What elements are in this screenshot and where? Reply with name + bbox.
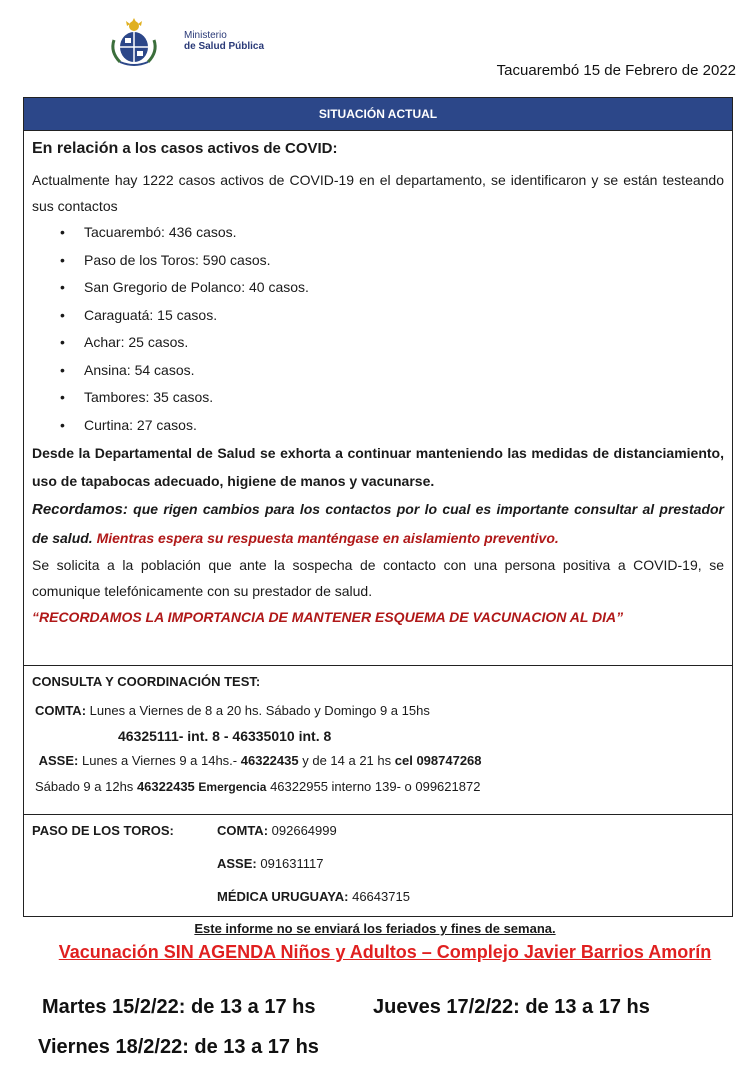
paso-medica-label: MÉDICA URUGUAYA: (217, 889, 349, 904)
exhort-paragraph: Desde la Departamental de Salud se exhorta a continuar manteniendo las medidas de distanciamiento, uso de tapabocas adecuado, higiene de manos y vacunarse. (32, 445, 724, 489)
covid-heading (32, 140, 724, 158)
covid-heading-lead: En relación (32, 140, 119, 157)
paso-comta-row (217, 823, 410, 856)
cases-list (60, 219, 724, 439)
asse-hours-b: y de 14 a 21 hs (302, 753, 392, 768)
ministry-line-1: Ministerio (184, 30, 227, 41)
ministry-line-2: de Salud Pública (184, 41, 265, 52)
saturday-line (32, 774, 724, 800)
emergency-text: 46322955 interno 139- o 099621872 (270, 779, 481, 794)
asse-phone-a: 46322435 (240, 753, 299, 768)
paso-section (24, 815, 732, 916)
case-item-caraguata: • Caraguatá: 15 casos. (60, 302, 724, 330)
paso-comta-label: COMTA: (217, 823, 269, 838)
schedule-thursday: Jueves 17/2/22: de 13 a 17 hs (373, 996, 650, 1018)
case-item-ansina: • Ansina: 54 casos. (60, 357, 724, 385)
paso-contacts (217, 823, 410, 922)
coat-of-arms-logo (106, 18, 162, 68)
situation-banner: SITUACIÓN ACTUAL (24, 98, 732, 131)
holiday-notice: Este informe no se enviará los feriados y fines de semana. (194, 921, 556, 936)
report-date: Tacuarembó 15 de Febrero de 2022 (496, 62, 736, 79)
paso-medica-phone: 46643715 (352, 889, 410, 904)
report-box (23, 97, 733, 917)
comta-phones: 46325111- int. 8 - 46335010 int. 8 (118, 728, 332, 744)
schedule-friday: Viernes 18/2/22: de 13 a 17 hs (38, 1036, 319, 1058)
saturday-hours: Sábado 9 a 12hs (35, 779, 134, 794)
covid-intro: Actualmente hay 1222 casos activos de COVID-19 en el departamento, se identificaron y se están testeando sus contactos (32, 172, 724, 214)
asse-hours-a: Lunes a Viernes 9 a 14hs.- (81, 753, 238, 768)
case-item-achar: • Achar: 25 casos. (60, 329, 724, 357)
schedule-tuesday: Martes 15/2/22: de 13 a 17 hs (42, 996, 316, 1018)
comta-hours: Lunes a Viernes de 8 a 20 hs. Sábado y Domingo 9 a 15hs (89, 703, 430, 718)
paso-comta-phone: 092664999 (271, 823, 337, 838)
asse-cel: cel 098747268 (394, 753, 482, 768)
consulta-title: CONSULTA Y COORDINACIÓN TEST: (32, 674, 261, 689)
comta-label: COMTA: (35, 703, 87, 718)
paso-label: PASO DE LOS TOROS: (32, 823, 174, 838)
ministry-name (184, 30, 264, 52)
paso-medica-row (217, 889, 410, 922)
paso-asse-row (217, 856, 410, 889)
recordamos-lead: Recordamos: (32, 501, 128, 518)
recordamos-text: que rigen cambios para los contactos por lo cual es importante consultar al prestador de salud. (32, 501, 724, 546)
recordamos-red-text: Mientras espera su respuesta manténgase en aislamiento preventivo. (96, 530, 559, 546)
case-item-tacuarembo: • Tacuarembó: 436 casos. (60, 219, 724, 247)
paso-asse-phone: 091631117 (260, 856, 324, 871)
vaccination-announcement: Vacunación SIN AGENDA Niños y Adultos – Complejo Javier Barrios Amorín (58, 942, 712, 962)
case-item-paso-de-los-toros: • Paso de los Toros: 590 casos. (60, 247, 724, 275)
case-item-curtina: • Curtina: 27 casos. (60, 412, 724, 440)
asse-hours-line (32, 748, 724, 774)
covid-section (24, 131, 732, 666)
paso-asse-label: ASSE: (217, 856, 257, 871)
request-paragraph: Se solicita a la población que ante la sospecha de contacto con una persona positiva a COVID-19, se comunique telefónicamente con su prestador de salud. (32, 557, 724, 599)
covid-heading-rest: a los casos activos de COVID: (122, 140, 338, 157)
emergency-label: Emergencia (198, 780, 267, 794)
vaccination-slogan: “RECORDAMOS LA IMPORTANCIA DE MANTENER ESQUEMA DE VACUNACION AL DIA” (32, 609, 624, 625)
asse-label: ASSE: (38, 753, 79, 768)
comta-hours-line (32, 698, 724, 724)
case-item-tambores: • Tambores: 35 casos. (60, 384, 724, 412)
consulta-section (24, 666, 732, 815)
recordamos-paragraph (32, 495, 724, 552)
case-item-san-gregorio: • San Gregorio de Polanco: 40 casos. (60, 274, 724, 302)
saturday-phone: 46322435 (136, 779, 195, 794)
